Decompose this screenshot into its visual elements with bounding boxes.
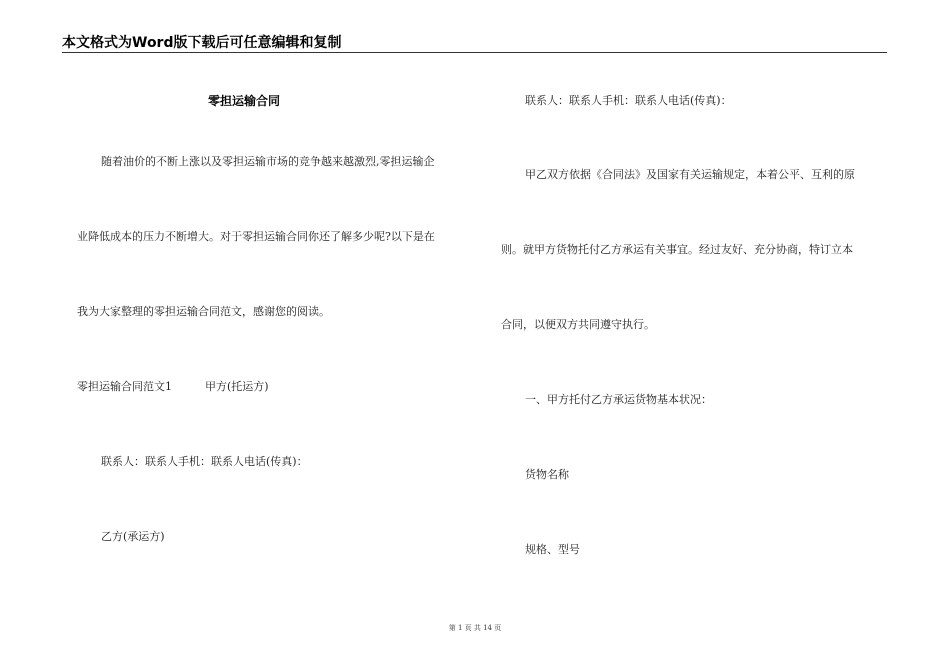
document-title: 零担运输合同: [208, 94, 281, 108]
right-paragraph-line-3: 合同，以便双方共同遵守执行。: [501, 318, 655, 331]
left-paragraph-line-2: 业降低成本的压力不断增大。对于零担运输合同你还了解多少呢?以下是在: [77, 230, 435, 243]
goods-name-label: 货物名称: [525, 468, 569, 481]
right-contact-line: 联系人：联系人手机：联系人电话(传真)：: [525, 94, 732, 107]
document-header: 本文格式为Word版下载后可任意编辑和复制: [62, 35, 342, 51]
sample-heading: 零担运输合同范文1: [77, 380, 172, 393]
right-paragraph-line-1: 甲乙双方依据《合同法》及国家有关运输规定，本着公平、互利的原: [525, 168, 855, 181]
party-b-label: 乙方(承运方): [101, 530, 165, 543]
header-divider: [62, 52, 887, 53]
left-paragraph-line-3: 我为大家整理的零担运输合同范文，感谢您的阅读。: [77, 305, 330, 318]
left-contact-line: 联系人：联系人手机：联系人电话(传真)：: [101, 455, 308, 468]
section-one-heading: 一、甲方托付乙方承运货物基本状况：: [525, 393, 712, 406]
page-number: 第 1 页 共 14 页: [448, 624, 502, 632]
left-paragraph-line-1: 随着油价的不断上涨以及零担运输市场的竞争越来越激烈,零担运输企: [101, 155, 435, 168]
spec-model-label: 规格、型号: [525, 543, 580, 556]
right-paragraph-line-2: 则。就甲方货物托付乙方承运有关事宜。经过友好、充分协商，特订立本: [501, 243, 853, 256]
party-a-label: 甲方(托运方): [205, 380, 269, 393]
